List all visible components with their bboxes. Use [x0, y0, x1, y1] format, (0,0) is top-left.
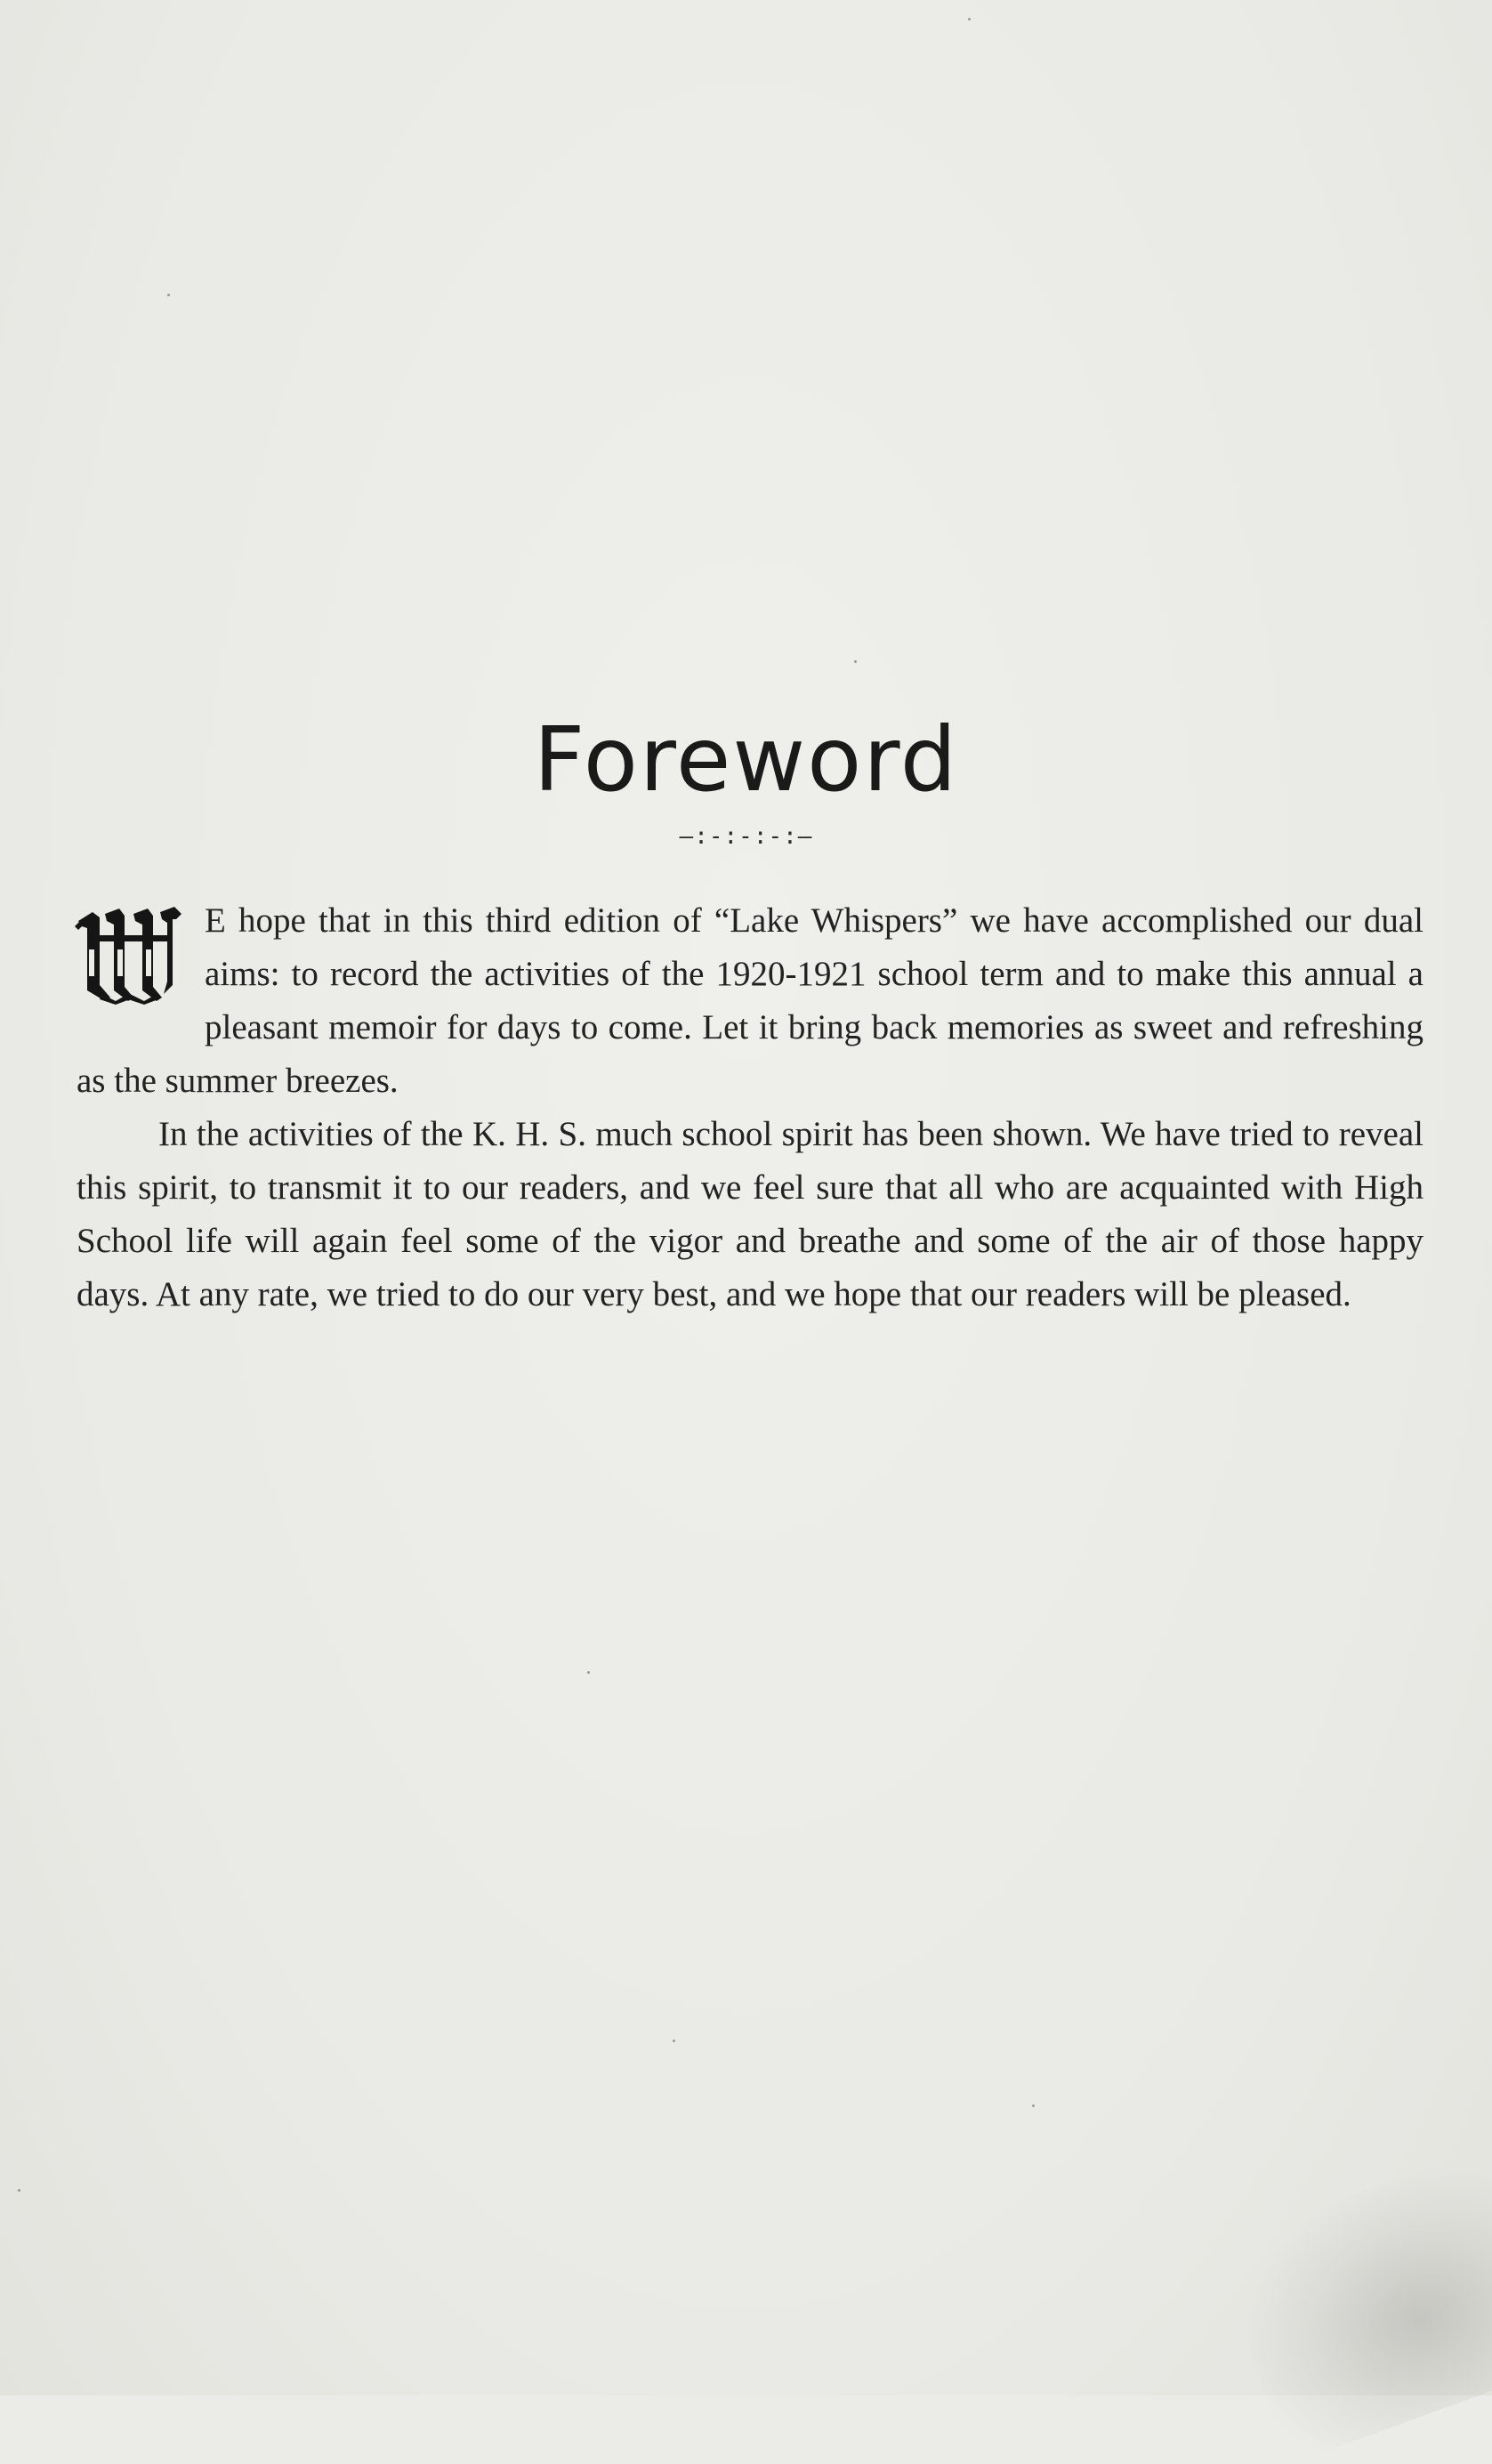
- paragraph-first-text: E hope that in this third edition of “Lake Whispers” we have accomplished our dual aims: to record the activities of the 1920-1921 school term and to make this annual a pleasant memoir for days to come. Let it bring back memories as sweet and refreshing as the summer breezes.: [77, 901, 1423, 1100]
- paper-speck: [1032, 2104, 1035, 2107]
- blackletter-w-icon: [75, 905, 187, 1005]
- page-title: Foreword: [533, 707, 959, 812]
- title-ornament: —:-:-:-:—: [679, 823, 813, 850]
- paragraph-first: [77, 894, 1423, 1108]
- paper-speck: [673, 2040, 675, 2042]
- paper-speck: [18, 2189, 20, 2192]
- paragraph-second: In the activities of the K. H. S. much school spirit has been shown. We have tried to reveal this spirit, to transmit it to our readers, and we feel sure that all who are acquainted with High School life will again feel some of the vigor and breathe and some of the air of those happy days. At any rate, we tried to do our very best, and we hope that our readers will be pleased.: [77, 1115, 1423, 1313]
- paper-speck: [167, 294, 170, 296]
- foreword-body: [77, 894, 1423, 1321]
- paper-smudge: [1212, 2149, 1492, 2464]
- paper-speck: [587, 1671, 590, 1674]
- drop-cap-letter: [75, 905, 187, 1005]
- paper-speck: [968, 18, 971, 20]
- paper-speck: [854, 660, 857, 663]
